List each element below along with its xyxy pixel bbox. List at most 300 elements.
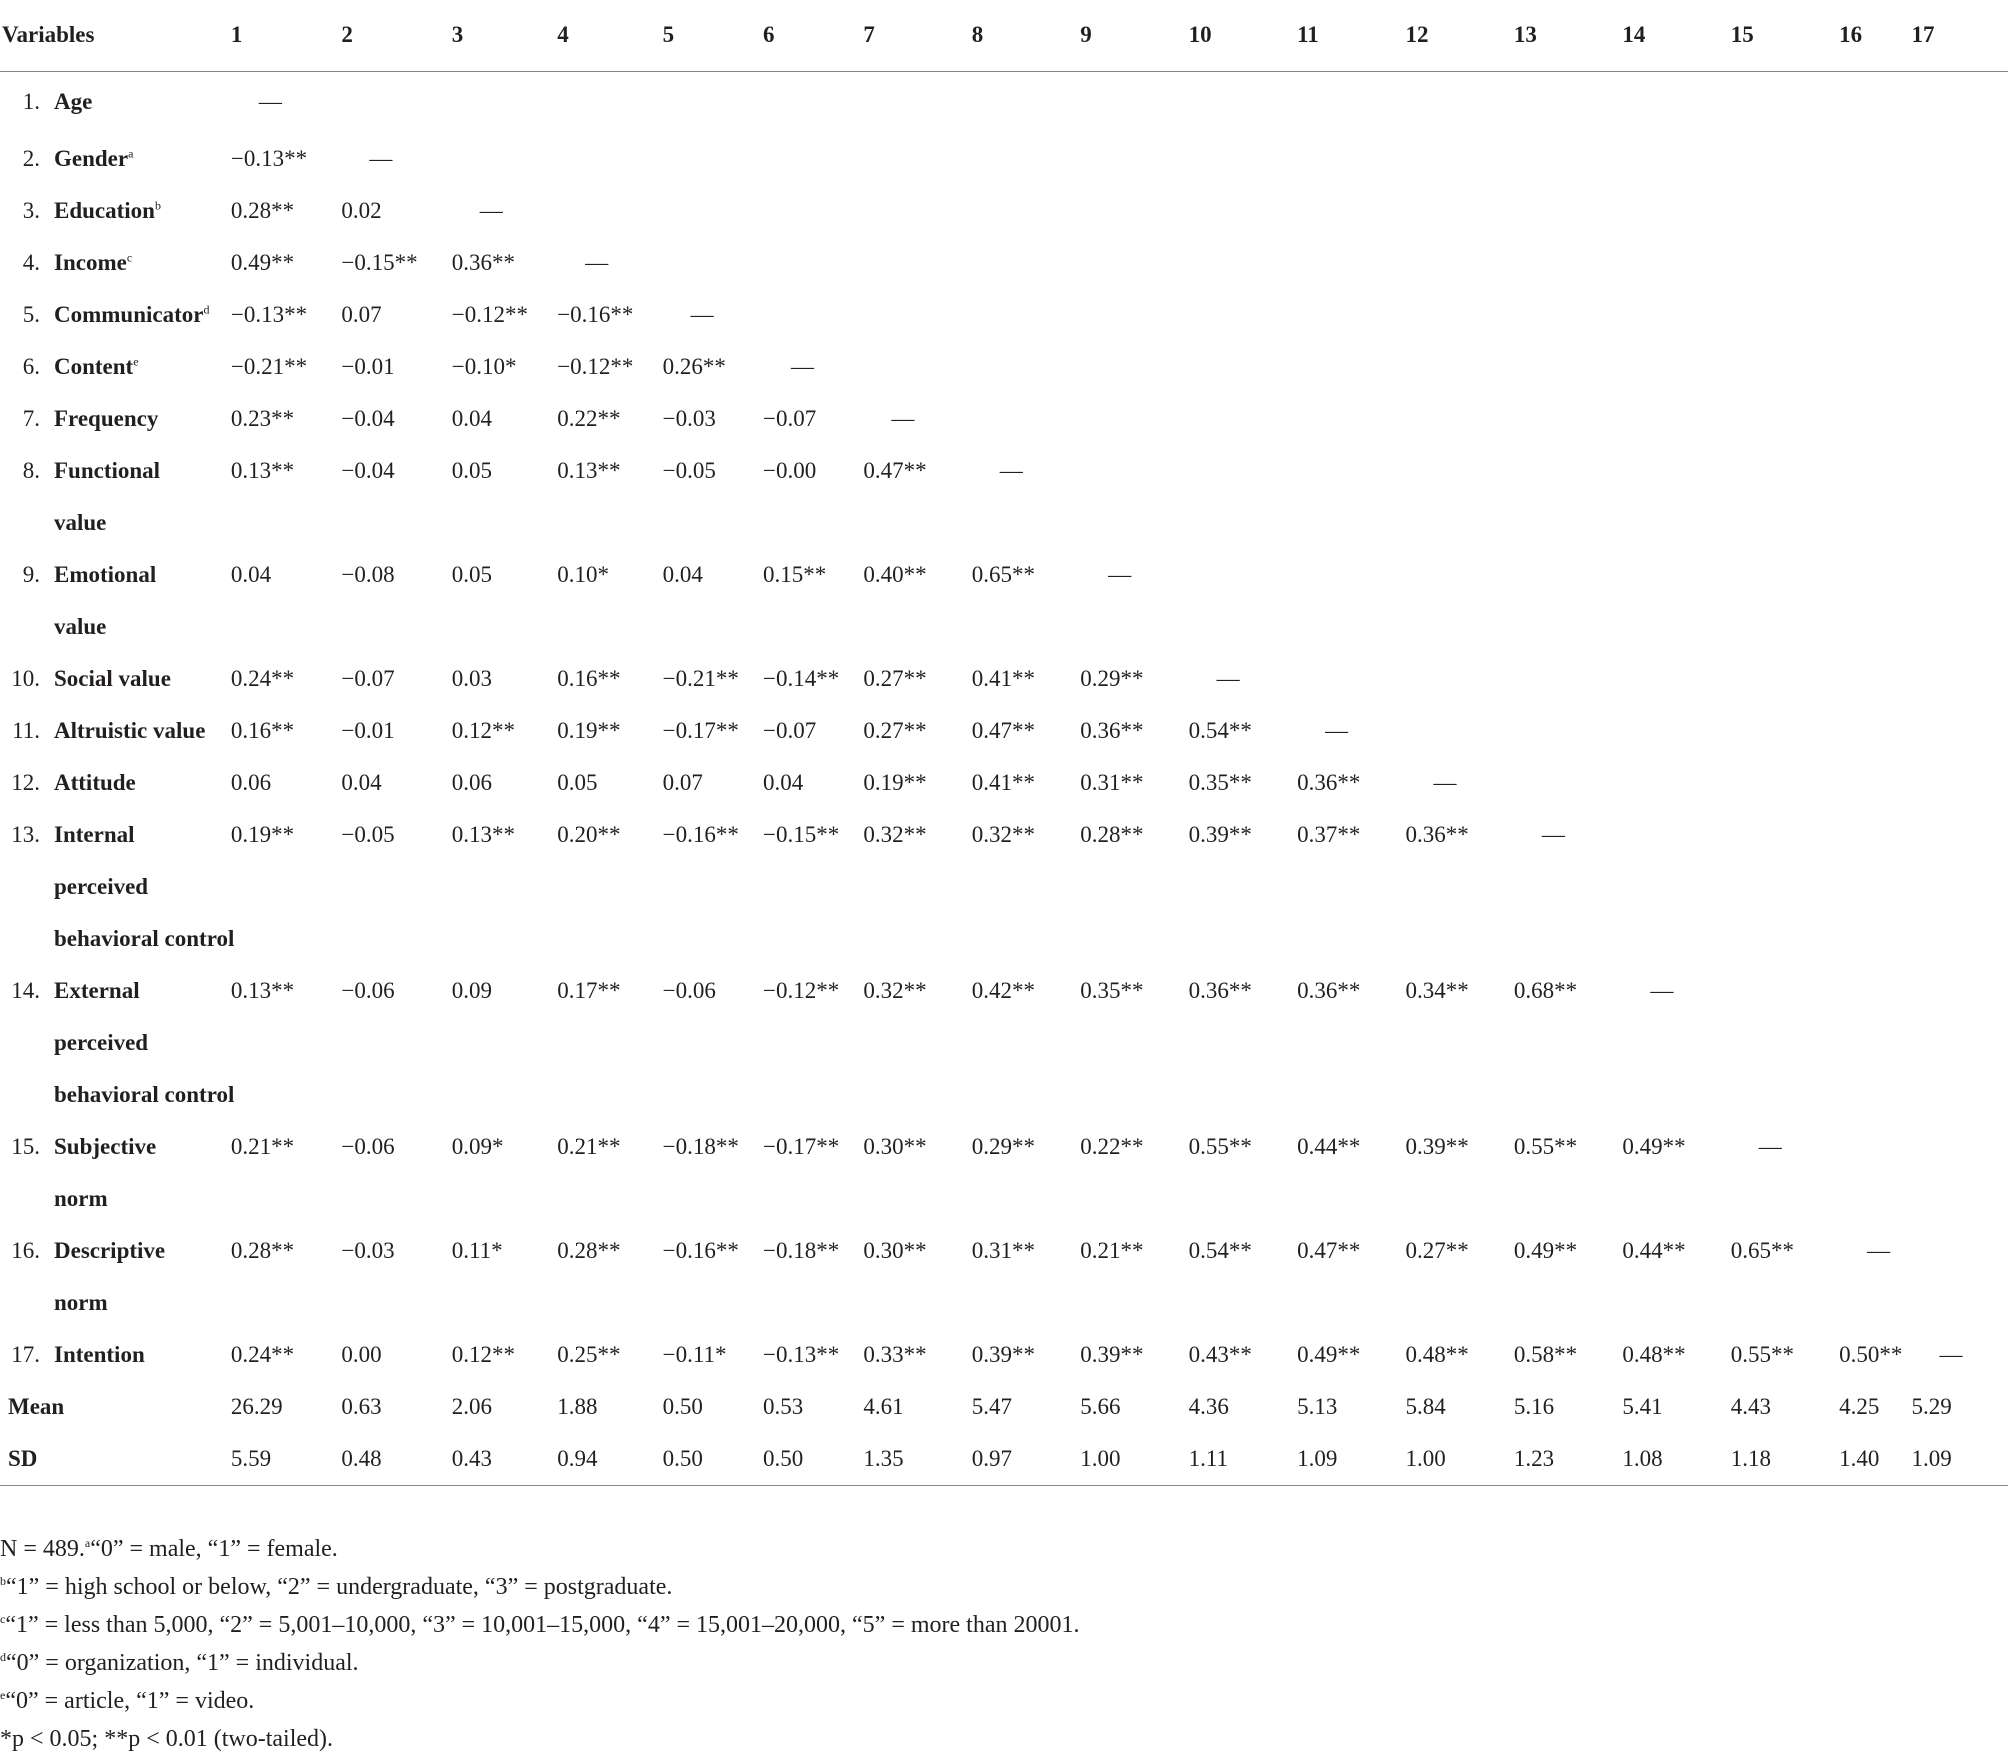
row-label xyxy=(0,549,231,601)
correlation-value: 0.29** xyxy=(1080,666,1144,691)
correlation-value: 0.33** xyxy=(863,1342,927,1367)
table-cell xyxy=(1297,861,1405,913)
correlation-value: 0.54** xyxy=(1188,718,1252,743)
table-cell xyxy=(1405,133,1513,185)
table-cell xyxy=(1622,913,1730,965)
table-cell xyxy=(763,1017,863,1069)
table-cell xyxy=(557,1069,662,1121)
table-cell xyxy=(1839,185,1911,237)
table-cell xyxy=(1839,445,1911,497)
correlation-value: 0.49** xyxy=(1622,1134,1686,1159)
table-cell xyxy=(972,653,1080,705)
table-cell xyxy=(557,1329,662,1381)
correlation-value: −0.06 xyxy=(341,978,395,1003)
correlation-value: 0.34** xyxy=(1405,978,1469,1003)
summary-cell: 1.88 xyxy=(557,1394,598,1419)
table-cell xyxy=(972,757,1080,809)
footnote-text: “0” = organization, “1” = individual. xyxy=(6,1650,359,1676)
table-cell xyxy=(1297,71,1405,133)
table-cell xyxy=(452,71,557,133)
correlation-value: −0.01 xyxy=(341,354,395,379)
table-cell xyxy=(341,445,451,497)
table-cell xyxy=(1189,1173,1297,1225)
table-cell xyxy=(1080,809,1188,861)
correlation-value: 0.49** xyxy=(1297,1342,1361,1367)
table-cell xyxy=(763,861,863,913)
table-cell xyxy=(452,913,557,965)
table-cell xyxy=(972,1277,1080,1329)
row-label-text: Emotional xyxy=(54,562,157,587)
table-cell xyxy=(557,445,662,497)
table-cell xyxy=(1622,393,1730,445)
table-cell xyxy=(1189,1017,1297,1069)
table-cell xyxy=(1911,1329,2008,1381)
table-cell xyxy=(231,71,341,133)
row-label-text: Income xyxy=(54,250,127,275)
table-cell xyxy=(1514,71,1622,133)
correlation-value: 0.21** xyxy=(1080,1238,1144,1263)
footnote xyxy=(0,1530,1079,1568)
table-row xyxy=(0,653,2008,705)
row-number: 7. xyxy=(22,406,40,431)
table-cell xyxy=(763,133,863,185)
table-cell xyxy=(341,1225,451,1277)
correlation-value: 0.19** xyxy=(230,822,295,847)
table-cell xyxy=(1080,913,1188,965)
table-cell xyxy=(1731,1329,1839,1381)
row-label-text: External xyxy=(54,978,140,1003)
table-cell xyxy=(1731,289,1839,341)
table-cell xyxy=(863,1225,971,1277)
table-cell xyxy=(1514,133,1622,185)
footnote-text: “1” = less than 5,000, “2” = 5,001–10,000, “3” = 10,001–15,000, “4” = 15,001–20,000, “5” = more than 20001. xyxy=(5,1612,1080,1638)
table-cell xyxy=(663,653,763,705)
table-cell xyxy=(1189,549,1297,601)
table-cell xyxy=(1839,133,1911,185)
table-cell xyxy=(863,289,971,341)
correlation-value: 0.58** xyxy=(1513,1342,1578,1367)
table-cell xyxy=(1622,1069,1730,1121)
table-cell xyxy=(341,497,451,549)
table-cell xyxy=(763,1121,863,1173)
table-cell xyxy=(1514,1017,1622,1069)
table-cell xyxy=(1514,1329,1622,1381)
header-col-4: 4 xyxy=(557,0,662,71)
row-label-text: Attitude xyxy=(54,770,136,795)
row-number: 15. xyxy=(11,1134,40,1159)
table-cell xyxy=(1405,1069,1513,1121)
correlation-value: 0.16** xyxy=(230,718,295,743)
table-cell xyxy=(1911,71,2008,133)
table-cell xyxy=(763,445,863,497)
correlation-value: 0.44** xyxy=(1297,1134,1361,1159)
row-label-text: Functional xyxy=(54,458,161,483)
summary-cell: 0.50 xyxy=(763,1433,863,1485)
table-cell xyxy=(972,1225,1080,1277)
table-cell xyxy=(1911,809,2008,861)
table-row xyxy=(0,71,2008,133)
row-label-text: Internal xyxy=(54,822,135,847)
table-cell xyxy=(972,861,1080,913)
table-cell xyxy=(1080,757,1188,809)
table-cell xyxy=(1189,341,1297,393)
footnote-marker: b xyxy=(154,198,161,213)
table-cell xyxy=(1839,1121,1911,1173)
table-cell xyxy=(341,549,451,601)
correlation-value: 0.55** xyxy=(1513,1134,1578,1159)
footnote-marker: d xyxy=(203,302,210,317)
table-cell xyxy=(231,861,341,913)
table-cell xyxy=(1405,497,1513,549)
table-cell xyxy=(863,71,971,133)
table-cell xyxy=(972,1329,1080,1381)
table-cell xyxy=(763,601,863,653)
table-cell xyxy=(763,809,863,861)
table-cell xyxy=(1731,1173,1839,1225)
summary-cell: 1.08 xyxy=(1622,1433,1730,1485)
table-cell xyxy=(452,1329,557,1381)
table-cell xyxy=(663,601,763,653)
table-cell xyxy=(1911,445,2008,497)
table-cell xyxy=(1514,861,1622,913)
row-label xyxy=(0,133,231,185)
table-cell xyxy=(1297,1329,1405,1381)
table-cell xyxy=(1731,757,1839,809)
summary-cell: 5.13 xyxy=(1297,1394,1338,1419)
table-cell xyxy=(1297,133,1405,185)
correlation-value: 0.28** xyxy=(230,198,295,223)
row-label xyxy=(0,1277,231,1329)
table-cell xyxy=(231,497,341,549)
table-cell xyxy=(1839,71,1911,133)
table-cell xyxy=(1514,497,1622,549)
table-cell xyxy=(557,289,662,341)
table-row xyxy=(0,133,2008,185)
correlation-value: −0.04 xyxy=(341,458,395,483)
table-cell xyxy=(863,1069,971,1121)
table-cell xyxy=(972,237,1080,289)
table-cell xyxy=(1514,965,1622,1017)
table-cell xyxy=(452,445,557,497)
table-cell xyxy=(1297,289,1405,341)
table-cell xyxy=(972,445,1080,497)
table-cell xyxy=(1514,757,1622,809)
table-cell xyxy=(1297,757,1405,809)
correlation-value: −0.04 xyxy=(341,406,395,431)
summary-cell: 0.94 xyxy=(557,1433,662,1485)
table-cell xyxy=(1080,861,1188,913)
footnote-marker: c xyxy=(126,250,133,265)
row-number: 1. xyxy=(22,89,40,115)
header-col-5: 5 xyxy=(663,0,763,71)
table-cell xyxy=(1297,965,1405,1017)
table-cell xyxy=(1731,71,1839,133)
table-cell xyxy=(663,965,763,1017)
correlation-value: 0.31** xyxy=(1080,770,1144,795)
table-cell xyxy=(1080,1225,1188,1277)
table-cell xyxy=(1622,809,1730,861)
diagonal-dash: — xyxy=(1108,562,1132,587)
table-cell xyxy=(663,133,763,185)
row-number: 6. xyxy=(22,354,40,379)
correlation-value: −0.16** xyxy=(662,1238,739,1263)
table-cell xyxy=(231,965,341,1017)
footnote-marker: e xyxy=(0,1688,6,1702)
table-cell xyxy=(1189,757,1297,809)
table-cell xyxy=(1080,71,1188,133)
table-cell xyxy=(1911,653,2008,705)
table-cell xyxy=(663,1173,763,1225)
table-cell xyxy=(557,549,662,601)
table-cell xyxy=(1514,601,1622,653)
table-cell xyxy=(972,497,1080,549)
correlation-value: 0.04 xyxy=(451,406,493,431)
correlation-value: 0.36** xyxy=(1080,718,1144,743)
correlation-value: 0.27** xyxy=(863,666,927,691)
table-cell xyxy=(763,237,863,289)
table-cell xyxy=(452,861,557,913)
correlation-value: 0.39** xyxy=(1405,1134,1469,1159)
row-number: 10. xyxy=(11,666,40,691)
table-cell xyxy=(1839,913,1911,965)
table-cell xyxy=(1839,1017,1911,1069)
table-cell xyxy=(1514,705,1622,757)
table-cell xyxy=(1622,861,1730,913)
row-number: 5. xyxy=(22,302,40,327)
header-col-1: 1 xyxy=(231,0,341,71)
row-label-text: perceived xyxy=(54,1030,149,1055)
table-cell xyxy=(1839,1329,1911,1381)
table-cell xyxy=(341,237,451,289)
table-cell xyxy=(663,809,763,861)
table-cell xyxy=(1839,809,1911,861)
table-cell xyxy=(763,185,863,237)
table-cell xyxy=(663,1277,763,1329)
table-cell xyxy=(1405,757,1513,809)
table-cell xyxy=(1839,1069,1911,1121)
table-cell xyxy=(1622,237,1730,289)
table-cell xyxy=(557,237,662,289)
table-cell xyxy=(1911,1121,2008,1173)
table-cell xyxy=(1839,341,1911,393)
table-cell xyxy=(1911,237,2008,289)
summary-row-mean xyxy=(0,1381,2008,1433)
table-cell xyxy=(341,185,451,237)
table-cell xyxy=(1080,1069,1188,1121)
table-cell xyxy=(1731,445,1839,497)
table-cell xyxy=(663,289,763,341)
correlation-value: 0.12** xyxy=(451,718,516,743)
table-cell xyxy=(1514,809,1622,861)
table-cell xyxy=(1297,653,1405,705)
header-col-3: 3 xyxy=(452,0,557,71)
table-cell xyxy=(1189,133,1297,185)
summary-cell: 4.25 xyxy=(1839,1394,1880,1419)
header-col-8: 8 xyxy=(972,0,1080,71)
diagonal-dash: — xyxy=(690,302,714,327)
table-cell xyxy=(1189,913,1297,965)
table-cell xyxy=(1911,393,2008,445)
row-label-text: behavioral control xyxy=(54,926,235,951)
row-label xyxy=(0,861,231,913)
table-cell xyxy=(1731,1017,1839,1069)
correlation-value: 0.54** xyxy=(1188,1238,1252,1263)
table-cell xyxy=(557,341,662,393)
row-label xyxy=(0,809,231,861)
table-row-continuation xyxy=(0,1277,2008,1329)
row-number: 2. xyxy=(22,146,40,171)
row-label-text: perceived xyxy=(54,874,149,899)
correlation-value: −0.06 xyxy=(341,1134,395,1159)
table-cell xyxy=(1622,1277,1730,1329)
table-cell xyxy=(1839,1173,1911,1225)
header-col-17: 17 xyxy=(1911,0,2008,71)
table-cell xyxy=(863,757,971,809)
table-cell xyxy=(863,1277,971,1329)
table-cell xyxy=(1911,757,2008,809)
table-cell xyxy=(1080,289,1188,341)
correlation-value: 0.39** xyxy=(1188,822,1252,847)
summary-cell: 0.53 xyxy=(762,1394,804,1419)
row-label xyxy=(0,1329,231,1381)
correlation-value: 0.13** xyxy=(230,978,295,1003)
correlation-value: −0.16** xyxy=(662,822,739,847)
table-cell xyxy=(1405,705,1513,757)
correlation-value: −0.12** xyxy=(762,978,840,1003)
row-label xyxy=(0,185,231,237)
header-col-11: 11 xyxy=(1297,0,1405,71)
table-cell xyxy=(341,861,451,913)
table-cell xyxy=(452,1069,557,1121)
table-cell xyxy=(341,809,451,861)
correlation-value: 0.41** xyxy=(971,666,1036,691)
table-cell xyxy=(1405,1329,1513,1381)
table-cell xyxy=(1839,289,1911,341)
table-cell xyxy=(972,289,1080,341)
correlation-value: 0.68** xyxy=(1513,978,1578,1003)
correlation-value: 0.30** xyxy=(863,1238,927,1263)
table-cell xyxy=(1189,71,1297,133)
table-cell xyxy=(1405,861,1513,913)
table-cell xyxy=(1189,965,1297,1017)
row-number: 8. xyxy=(22,458,40,483)
table-footnotes xyxy=(0,1530,1079,1758)
table-cell xyxy=(1514,289,1622,341)
table-cell xyxy=(1839,705,1911,757)
table-cell xyxy=(452,185,557,237)
correlation-value: 0.65** xyxy=(971,562,1036,587)
row-label xyxy=(0,289,231,341)
table-cell xyxy=(1080,393,1188,445)
table-cell xyxy=(1405,913,1513,965)
table-cell xyxy=(663,497,763,549)
correlation-value: 0.44** xyxy=(1622,1238,1686,1263)
table-cell xyxy=(1405,601,1513,653)
table-cell xyxy=(1622,133,1730,185)
table-cell xyxy=(1514,913,1622,965)
table-cell xyxy=(972,549,1080,601)
footnote xyxy=(0,1606,1079,1644)
table-row xyxy=(0,549,2008,601)
table-row xyxy=(0,1329,2008,1381)
diagonal-dash: — xyxy=(1325,718,1349,743)
table-cell xyxy=(1189,1277,1297,1329)
summary-cell: 1.09 xyxy=(1297,1433,1405,1485)
table-cell xyxy=(1731,1277,1839,1329)
table-cell xyxy=(663,1069,763,1121)
table-cell xyxy=(1297,341,1405,393)
table-cell xyxy=(863,1121,971,1173)
table-cell xyxy=(452,289,557,341)
correlation-value: 0.26** xyxy=(662,354,726,379)
summary-cell: 1.23 xyxy=(1514,1433,1622,1485)
table-cell xyxy=(452,757,557,809)
table-cell xyxy=(1297,1277,1405,1329)
table-cell xyxy=(863,913,971,965)
table-cell xyxy=(1514,445,1622,497)
table-row xyxy=(0,757,2008,809)
correlation-value: −0.03 xyxy=(341,1238,395,1263)
table-cell xyxy=(1405,289,1513,341)
correlation-value: 0.09 xyxy=(451,978,493,1003)
summary-cell: 4.43 xyxy=(1730,1394,1771,1419)
table-cell xyxy=(1622,549,1730,601)
table-cell xyxy=(341,1173,451,1225)
summary-cell: 2.06 xyxy=(451,1394,493,1419)
table-cell xyxy=(1189,497,1297,549)
footnote xyxy=(0,1720,1079,1758)
header-col-14: 14 xyxy=(1622,0,1730,71)
correlation-value: 0.05 xyxy=(557,770,598,795)
correlation-value: −0.21** xyxy=(662,666,739,691)
correlation-value: 0.22** xyxy=(557,406,621,431)
table-row xyxy=(0,445,2008,497)
table-cell xyxy=(1080,237,1188,289)
row-label-text: Social value xyxy=(54,666,171,691)
table-cell xyxy=(231,705,341,757)
table-cell xyxy=(863,393,971,445)
correlation-value: 0.05 xyxy=(451,562,493,587)
table-cell xyxy=(1080,705,1188,757)
table-cell xyxy=(1839,601,1911,653)
table-cell xyxy=(1189,393,1297,445)
table-cell xyxy=(1514,653,1622,705)
footnote-text: N = 489. xyxy=(0,1536,85,1562)
correlation-value: 0.65** xyxy=(1730,1238,1794,1263)
header-row xyxy=(0,0,2008,71)
summary-cell: 1.18 xyxy=(1731,1433,1839,1485)
summary-cell: 5.16 xyxy=(1513,1394,1555,1419)
table-cell xyxy=(1731,341,1839,393)
table-cell xyxy=(863,237,971,289)
summary-cell: 0.43 xyxy=(452,1433,557,1485)
table-cell xyxy=(863,1329,971,1381)
table-cell xyxy=(1622,965,1730,1017)
table-cell xyxy=(763,289,863,341)
table-cell xyxy=(1731,861,1839,913)
table-cell xyxy=(763,1173,863,1225)
table-cell xyxy=(231,1225,341,1277)
table-cell xyxy=(1189,237,1297,289)
table-cell xyxy=(452,1277,557,1329)
table-cell xyxy=(1080,549,1188,601)
row-label xyxy=(0,393,231,445)
table-cell xyxy=(1080,133,1188,185)
correlation-value: 0.11* xyxy=(451,1238,503,1263)
summary-cell: 5.84 xyxy=(1405,1394,1446,1419)
table-row xyxy=(0,289,2008,341)
table-cell xyxy=(231,341,341,393)
